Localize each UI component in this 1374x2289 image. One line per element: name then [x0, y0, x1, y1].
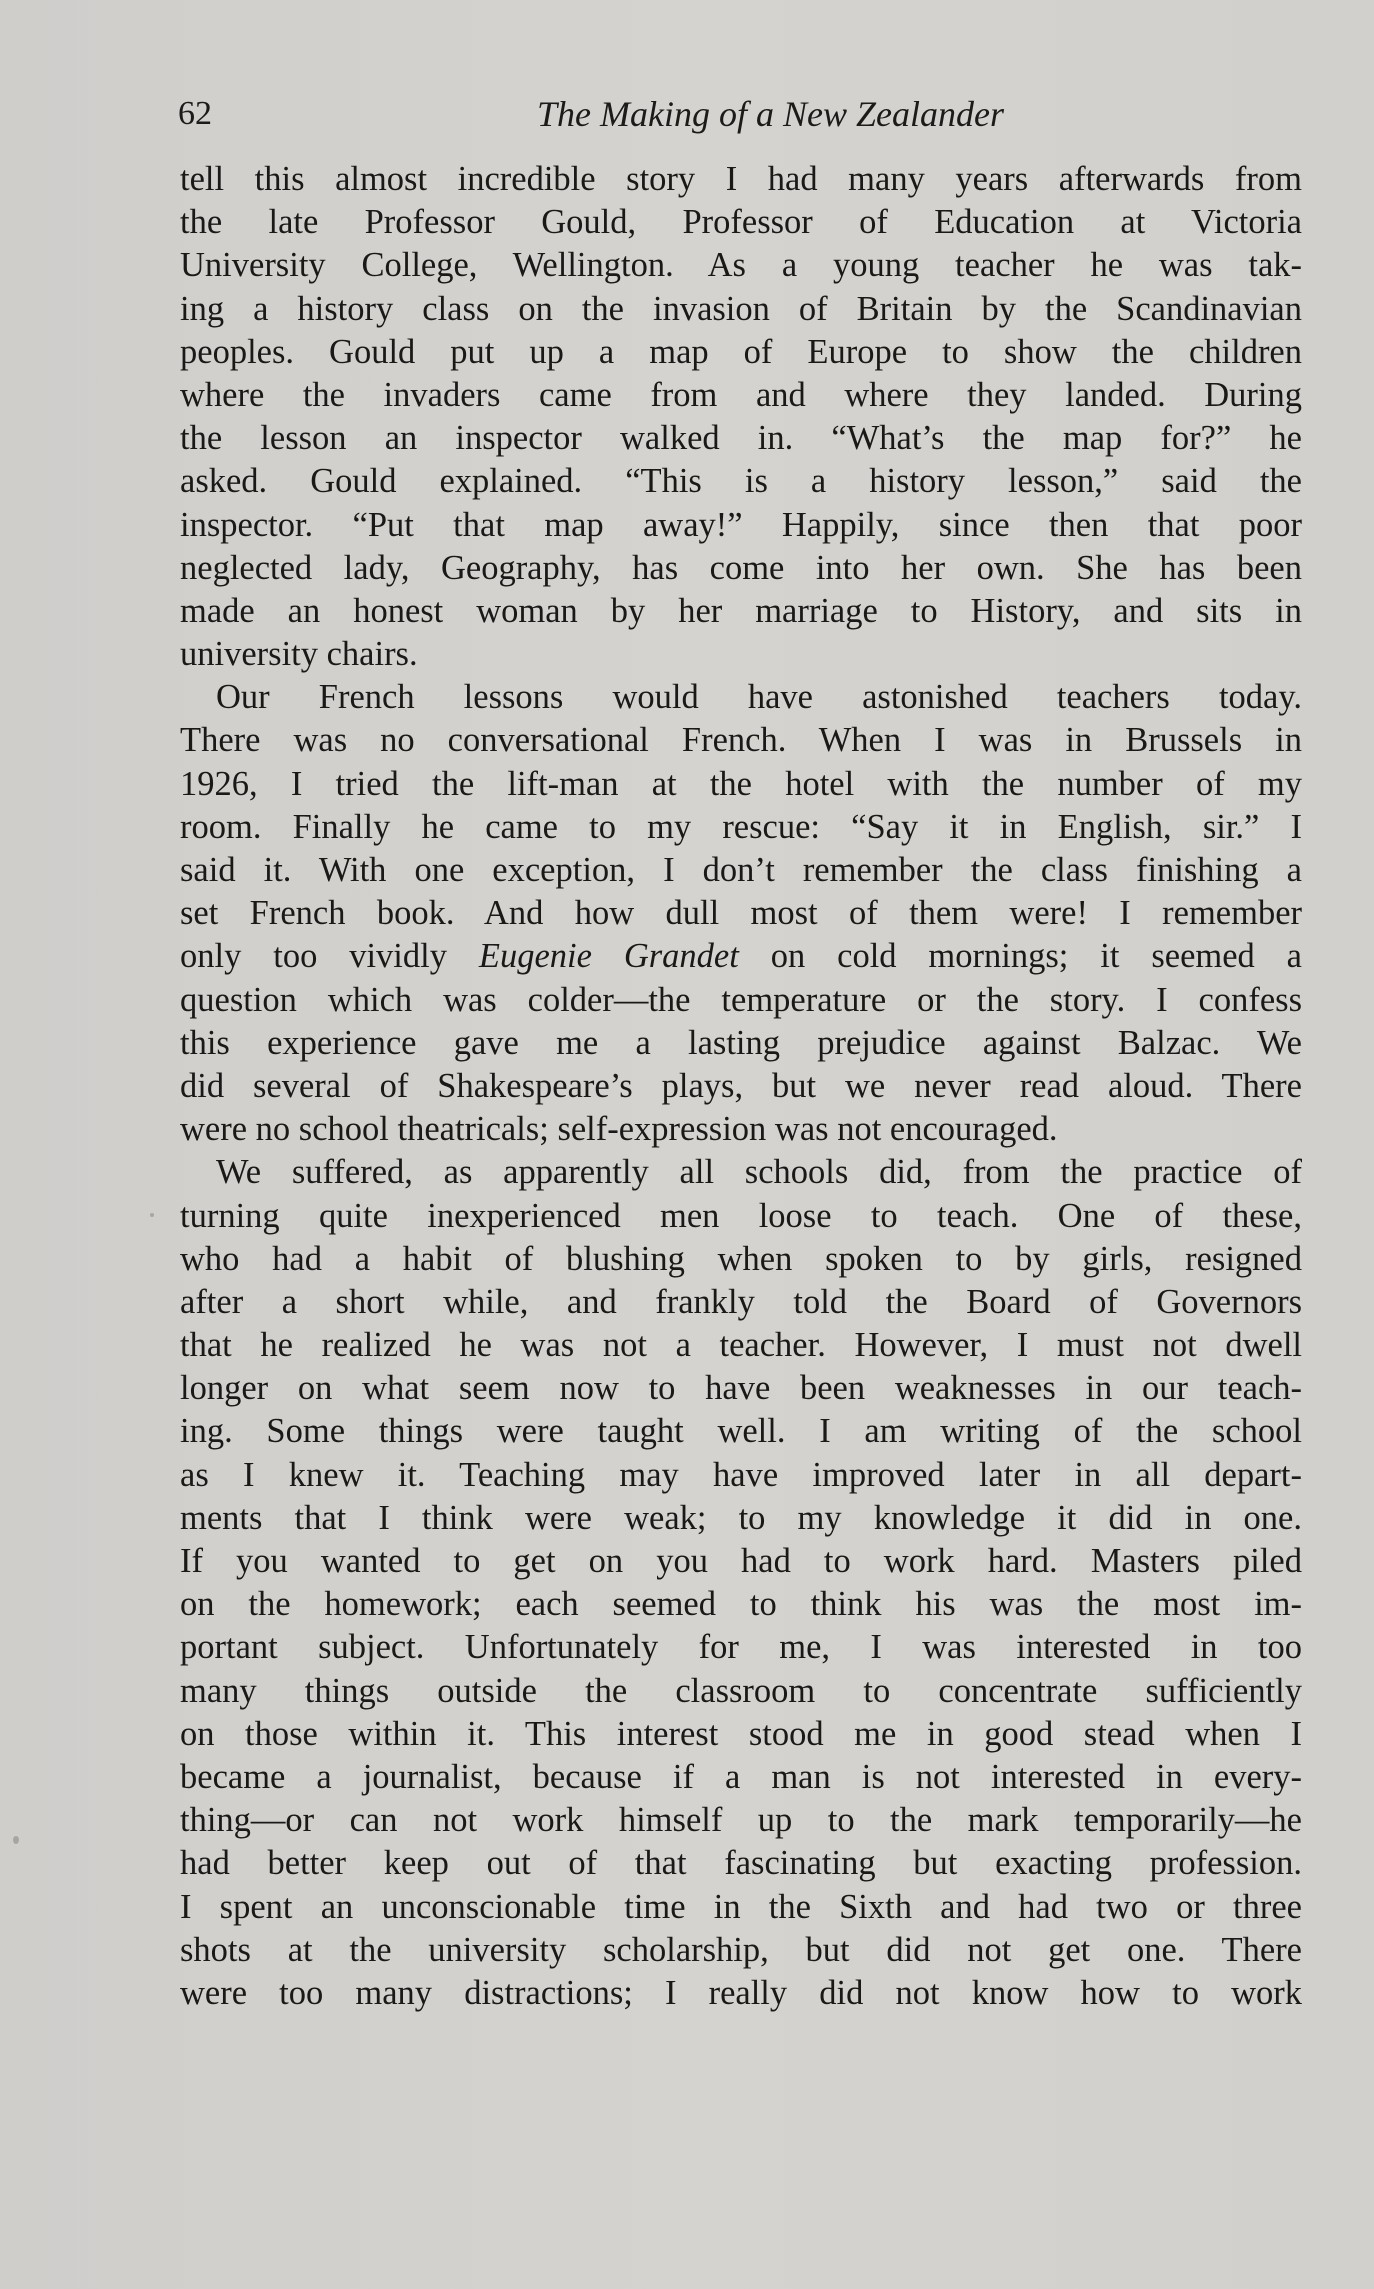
text-line: on those within it. This interest stood me in good stead when I: [180, 1714, 1302, 1753]
text-line: neglected lady, Geography, has come into her own. She has been: [180, 548, 1302, 587]
text-line: longer on what seem now to have been weaknesses in our teach-: [180, 1369, 1302, 1408]
text-line: were too many distractions; I really did not know how to work: [180, 1973, 1302, 2012]
text-line: portant subject. Unfortunately for me, I was interested in too: [180, 1628, 1302, 1667]
paragraph-start-line: We suffered, as apparently all schools did, from the practice of: [216, 1153, 1302, 1192]
text-line: inspector. “Put that map away!” Happily, since then that poor: [180, 505, 1302, 544]
text-line: the late Professor Gould, Professor of Education at Victoria: [180, 203, 1302, 242]
text-line: peoples. Gould put up a map of Europe to show the children: [180, 332, 1302, 371]
paragraph-end-line: were no school theatricals; self-expression was not encouraged.: [180, 1110, 1058, 1149]
text-line: asked. Gould explained. “This is a history lesson,” said the: [180, 462, 1302, 501]
text-line: many things outside the classroom to concentrate sufficiently: [180, 1671, 1302, 1710]
text-line: I spent an unconscionable time in the Sixth and had two or three: [180, 1887, 1302, 1926]
text-line: who had a habit of blushing when spoken to by girls, resigned: [180, 1239, 1302, 1278]
text-line: ing. Some things were taught well. I am writing of the school: [180, 1412, 1302, 1451]
text-segment: only too vividly: [180, 937, 479, 976]
text-line: room. Finally he came to my rescue: “Say it in English, sir.” I: [180, 807, 1302, 846]
paper-speck: [150, 1213, 154, 1217]
body-text: [180, 158, 1302, 2015]
text-line: said it. With one exception, I don’t remember the class finishing a: [180, 851, 1302, 889]
text-line: this experience gave me a lasting prejudice against Balzac. We: [180, 1023, 1302, 1062]
paragraph-end-line: university chairs.: [180, 635, 418, 674]
text-line: ing a history class on the invasion of Britain by the Scandinavian: [180, 289, 1302, 328]
text-line: became a journalist, because if a man is not interested in every-: [180, 1757, 1302, 1796]
text-line: set French book. And how dull most of them were! I remember: [180, 894, 1302, 933]
text-line: University College, Wellington. As a young teacher he was tak-: [180, 246, 1302, 285]
book-title-italic: Eugenie Grandet: [478, 937, 739, 976]
text-line: If you wanted to get on you had to work hard. Masters piled: [180, 1542, 1302, 1580]
text-line: did several of Shakespeare’s plays, but we never read aloud. There: [180, 1066, 1302, 1105]
paper-speck: [13, 1836, 19, 1844]
text-segment: on cold mornings; it seemed a: [738, 937, 1302, 976]
text-line: had better keep out of that fascinating but exacting profession.: [180, 1844, 1302, 1883]
text-line: made an honest woman by her marriage to History, and sits in: [180, 591, 1302, 630]
text-line: thing—or can not work himself up to the mark temporarily—he: [180, 1801, 1302, 1840]
text-line: after a short while, and frankly told the Board of Governors: [180, 1282, 1302, 1321]
text-line: as I knew it. Teaching may have improved later in all depart-: [180, 1455, 1302, 1494]
text-line: ments that I think were weak; to my knowledge it did in one.: [180, 1498, 1302, 1537]
text-line: the lesson an inspector walked in. “What’s the map for?” he: [180, 419, 1302, 458]
text-line: where the invaders came from and where they landed. During: [180, 375, 1302, 414]
text-line: question which was colder—the temperature or the story. I confess: [180, 980, 1302, 1019]
text-line: tell this almost incredible story I had many years afterwards from: [180, 160, 1302, 198]
text-line: on the homework; each seemed to think his was the most im-: [180, 1585, 1302, 1624]
text-line: turning quite inexperienced men loose to teach. One of these,: [180, 1196, 1302, 1235]
text-line: shots at the university scholarship, but did not get one. There: [180, 1930, 1302, 1969]
text-line: There was no conversational French. When I was in Brussels in: [180, 721, 1302, 760]
page-header: [178, 90, 1303, 138]
page-number: 62: [178, 95, 212, 132]
paragraph-start-line: Our French lessons would have astonished teachers today.: [216, 678, 1302, 717]
text-line: that he realized he was not a teacher. However, I must not dwell: [180, 1326, 1302, 1365]
running-title: The Making of a New Zealander: [537, 94, 1004, 134]
text-line: 1926, I tried the lift-man at the hotel with the number of my: [180, 764, 1302, 803]
text-line-with-title: [180, 935, 1302, 978]
